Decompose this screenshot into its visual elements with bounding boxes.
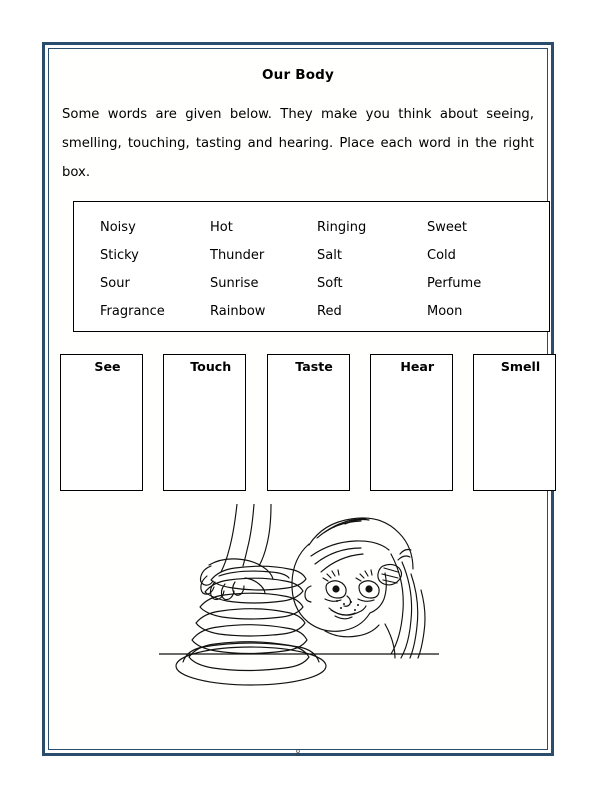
word-item: Fragrance xyxy=(100,303,165,319)
word-item: Cold xyxy=(427,247,456,263)
answer-box-touch[interactable] xyxy=(163,354,246,491)
word-item: Salt xyxy=(317,247,342,263)
word-item: Moon xyxy=(427,303,463,319)
instructions-text: Some words are given below. They make you think about seeing, smelling, touching, tasting and hearing. Place each word in the right box. xyxy=(62,107,534,180)
answer-box-label: Hear xyxy=(400,359,435,374)
word-item: Noisy xyxy=(100,219,136,235)
word-item: Perfume xyxy=(427,275,482,291)
answer-boxes-row xyxy=(60,354,556,491)
word-bank-row xyxy=(100,269,541,297)
girl-with-pancakes-illustration xyxy=(159,504,439,699)
word-item: Thunder xyxy=(210,247,265,263)
answer-box-label: Taste xyxy=(295,359,333,374)
answer-box-label: Smell xyxy=(500,359,541,374)
word-item: Sunrise xyxy=(210,275,259,291)
word-bank-box xyxy=(73,201,550,332)
worksheet-page xyxy=(42,42,554,756)
word-bank-row xyxy=(100,213,541,241)
answer-box-see[interactable] xyxy=(60,354,143,491)
word-item: Sweet xyxy=(427,219,467,235)
answer-box-hear[interactable] xyxy=(370,354,453,491)
page-number: 8 xyxy=(295,748,301,758)
page-inner-border xyxy=(48,48,548,758)
word-item: Sour xyxy=(100,275,130,291)
word-bank-row xyxy=(100,241,541,269)
page-content xyxy=(49,49,547,758)
word-bank-grid xyxy=(100,213,541,325)
answer-box-label: See xyxy=(94,359,121,374)
answer-box-smell[interactable] xyxy=(473,354,556,491)
word-bank-row xyxy=(100,297,541,325)
answer-box-label: Touch xyxy=(190,359,232,374)
word-item: Soft xyxy=(317,275,343,291)
word-item: Rainbow xyxy=(210,303,266,319)
answer-box-taste[interactable] xyxy=(267,354,350,491)
word-item: Ringing xyxy=(317,219,367,235)
word-item: Hot xyxy=(210,219,233,235)
page-title: Our Body xyxy=(261,67,335,83)
word-item: Red xyxy=(317,303,342,319)
word-item: Sticky xyxy=(100,247,139,263)
